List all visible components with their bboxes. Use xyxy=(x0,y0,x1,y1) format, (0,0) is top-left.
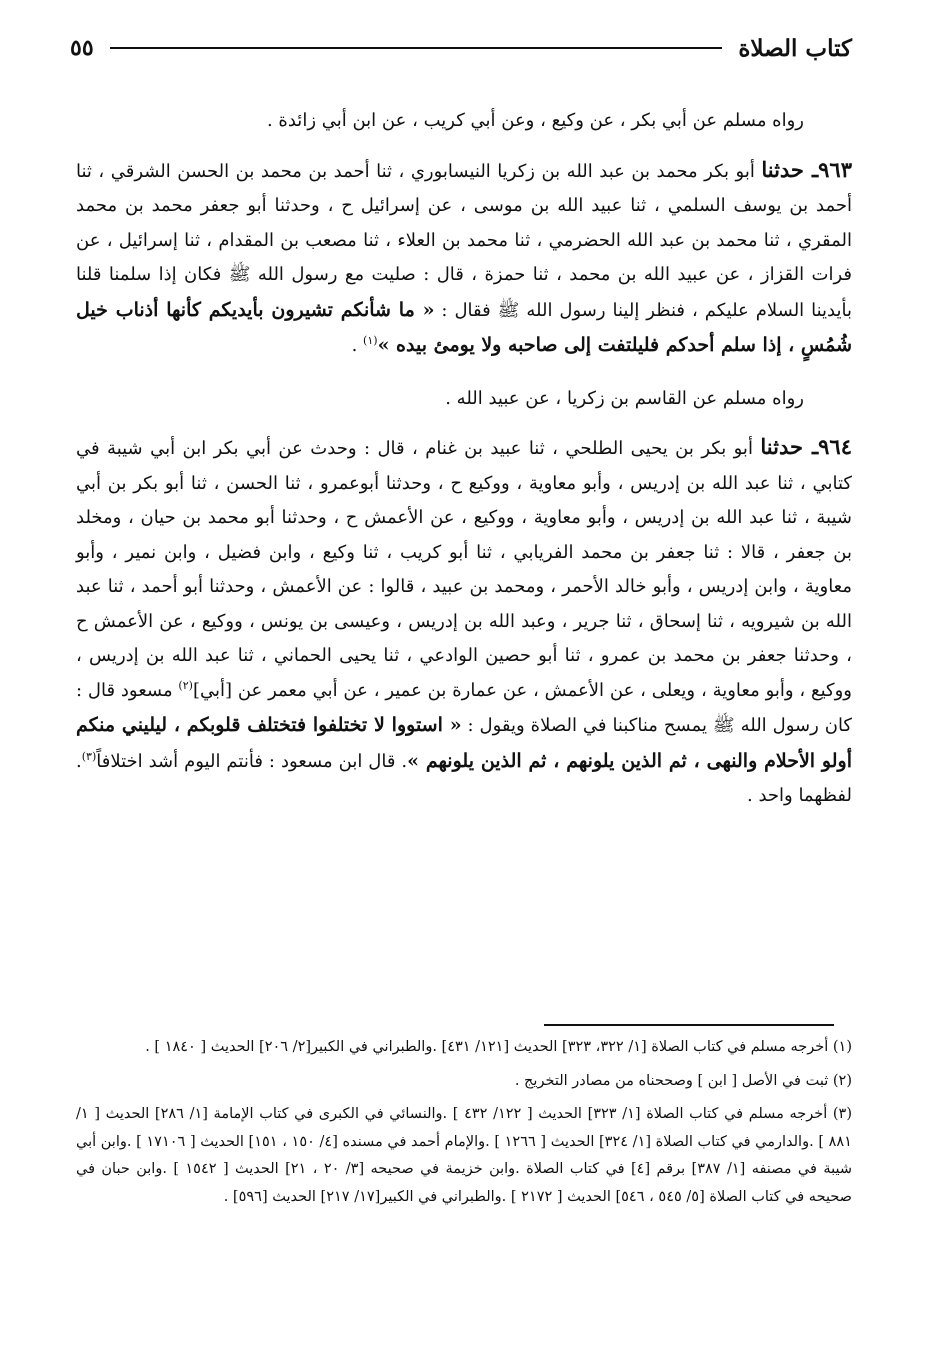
footnote-ref: (٢) xyxy=(178,678,193,692)
footnote-separator xyxy=(544,1024,834,1026)
narration-note xyxy=(76,104,852,139)
chapter-title: كتاب الصلاة xyxy=(738,34,852,62)
footnote-text: ثبت في الأصل [ ابن ] وصححناه من مصادر التخريج . xyxy=(514,1072,829,1089)
footnote-ref: (٣) xyxy=(81,749,97,763)
page-header xyxy=(70,26,852,70)
footnote-ref: (١) xyxy=(363,334,378,347)
narration-text: رواه مسلم عن أبي بكر ، عن وكيع ، وعن أبي كريب ، عن ابن أبي زائدة . xyxy=(266,110,804,131)
hadith-matn: « ما شأنكم تشيرون بأيديكم كأنها أذناب خيل شُمُسٍ ، إذا سلم أحدكم فليلتفت إلى صاحبه ولا يومئ بيده » xyxy=(76,298,852,356)
hadith-number: ٩٦٤ـ حدثنا xyxy=(760,434,852,459)
footnote-3 xyxy=(76,1101,852,1211)
narration-text: رواه مسلم عن القاسم بن زكريا ، عن عبيد الله . xyxy=(445,387,804,409)
hadith-963 xyxy=(76,153,852,364)
footnote-2 xyxy=(76,1068,852,1096)
footnote-text: أخرجه مسلم في كتاب الصلاة [١/ ٣٢٢، ٣٢٣] الحديث [١٢١/ ٤٣١] .والطبراني في الكبير[٢/ ٢٠٦] الحديث [ ١٨٤٠ ] . xyxy=(145,1039,829,1055)
footnote-text: أخرجه مسلم في كتاب الصلاة [١/ ٣٢٣] الحديث [ ١٢٢/ ٤٣٢ ] .والنسائي في الكبرى في كتاب الإمامة [١/ ٢٨٦] الحديث [ ١/ ٨٨١ ] .والدارمي في كتاب الصلاة [١/ ٣٢٤] الحديث [ ١٢٦٦ ] .والإمام أحمد في مسنده [٤/ ١٥٠ ، ١٥١] الحديث [ ١٧١٠٦ ] .وابن أبي شيبة في مصنفه [١/ ٣٨٧] برقم [٤] في كتاب الصلاة .وابن خزيمة في صحيحه [٣/ ٢٠ ، ٢١] الحديث [ ١٥٤٢ ] .وابن حبان في صحيحه في كتاب الصلاة [٥/ ٥٤٥ ، ٥٤٦] الحديث [ ٢١٧٢ ] .والطبراني في الكبير[١٧/ ٢١٧] الحديث [٥٩٦] . xyxy=(76,1106,853,1205)
page-number: ٥٥ xyxy=(70,35,94,61)
hadith-text: . قال ابن مسعود : فأنتم اليوم أشد اختلافاً xyxy=(96,750,408,772)
hadith-end: . xyxy=(351,335,364,356)
hadith-isnad: أبو بكر بن يحيى الطلحي ، ثنا عبيد بن غنام ، قال : وحدث عن أبي بكر ابن أبي شيبة في كتابي ، ثنا عبد الله بن إدريس ، وأبو معاوية ، ووكيع ح ، وحدثنا أبوعمرو ، ثنا الحسن ، ثنا أبو بكر بن أبي شيبة ، ثنا عبد الله بن إدريس ، وأبو معاوية ، ووكيع ، عن الأعمش ح ، وحدثنا أبو محمد بن حيان ، ومخلد بن جعفر ، قالا : ثنا جعفر بن محمد الفريابي ، ثنا أبو كريب ، ثنا وكيع ، وابن فضيل ، وابن نمير ، وأبو معاوية ، وابن إدريس ، وأبو خالد الأحمر ، ومحمد بن عبيد ، قالوا : عن الأعمش ، وحدثنا أبو أحمد ، ثنا عبد الله بن شيرويه ، ثنا إسحاق ، ثنا جرير ، وعبد الله بن إدريس ، وعيسى بن يونس ، ووكيع ، عن الأعمش ح ، وحدثنا جعفر بن محمد بن عمرو ، ثنا أبو حصين الوادعي ، ثنا يحيى الحماني ، ثنا عبد الله بن إدريس ، ووكيع ، وأبو معاوية ، ويعلى ، عن الأعمش ، عن عمارة بن عمير ، عن أبي معمر عن [أبي] xyxy=(76,438,853,701)
hadith-text: مسعود قال : كان رسول الله ﷺ يمسح مناكبنا في الصلاة ويقول : xyxy=(76,679,853,736)
footnote-number: (١) xyxy=(832,1039,852,1055)
hadith-end: . لفظهما واحد . xyxy=(76,750,852,806)
footnote-number: (٣) xyxy=(832,1106,853,1122)
hadith-964 xyxy=(76,430,852,814)
footnotes xyxy=(76,1034,852,1217)
narration-note xyxy=(76,382,852,417)
footnote-number: (٢) xyxy=(832,1072,852,1089)
footnote-1 xyxy=(76,1034,852,1062)
hadith-matn: « استووا لا تختلفوا فتختلف قلوبكم ، ليليني منكم أولو الأحلام والنهى ، ثم الذين يلونهم ، ثم الذين يلونهم » xyxy=(76,714,852,772)
hadith-number: ٩٦٣ـ حدثنا xyxy=(761,156,852,182)
hadith-isnad: أبو بكر محمد بن عبد الله بن زكريا النيسابوري ، ثنا أحمد بن محمد بن الحسن الشرقي ، ثنا أحمد بن يوسف السلمي ، ثنا عبيد الله بن موسى ، عن إسرائيل ح ، وحدثنا أبو جعفر محمد بن محمد المقري ، ثنا محمد بن عبد الله الحضرمي ، ثنا محمد بن العلاء ، ثنا مصعب بن المقدام ، ثنا إسرائيل ، عن فرات القزاز ، عن عبيد الله بن محمد ، ثنا حمزة ، قال : صليت مع رسول الله ﷺ فكان إذا سلمنا قلنا بأيدينا السلام عليكم ، فنظر إلينا رسول الله ﷺ فقال : xyxy=(76,160,853,321)
main-text xyxy=(76,104,852,814)
header-rule xyxy=(110,47,723,49)
